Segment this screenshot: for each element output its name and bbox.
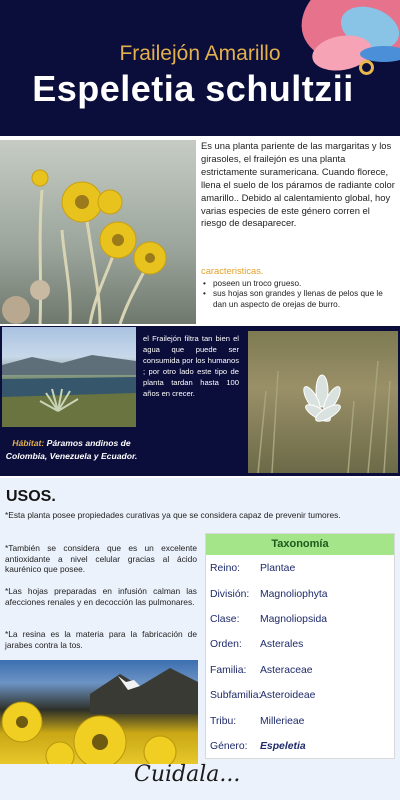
caracteristicas-list <box>203 279 395 310</box>
frailejon-mountain-photo <box>0 660 198 764</box>
taxonomy-table <box>205 533 395 759</box>
taxonomy-value: Plantae <box>260 563 296 574</box>
header-banner <box>0 0 400 136</box>
uso-paragraph: *Esta planta posee propiedades curativas ya que se considera capaz de prevenir tumores. <box>5 510 341 520</box>
page-subtitle: Frailejón Amarillo <box>119 42 281 65</box>
habitat-text <box>0 437 143 463</box>
page-title: Espeletia schultzii <box>32 68 354 109</box>
taxonomy-label: Género: <box>210 741 248 752</box>
habitat-value: Páramos andinos de Colombia, Venezuela y Ecuador. <box>5 438 138 461</box>
taxonomy-label: Subfamilia: <box>210 690 262 701</box>
uso-paragraph: *Las hojas preparadas en infusión calman las afecciones renales y en decocción las pulmonares. <box>5 586 197 607</box>
intro-paragraph: Es una planta pariente de las margaritas y los girasoles, el frailejón es una planta estrictamente suramericana. Cuando florece, llena el suelo de los páramos de radiante color amarillo.. Debido al calentamiento global, hoy varias especies de este género corren el riesgo de desaparecer. <box>201 140 395 229</box>
taxonomy-title: Taxonomía <box>206 534 394 555</box>
taxonomy-value: Espeletia <box>260 741 306 752</box>
taxonomy-value: Millerieae <box>260 716 305 727</box>
footer-text: Cuidala... <box>134 762 241 787</box>
uso-paragraph: *También se considera que es un excelente antioxidante a nivel celular gracias al ácido kaurénico que posee. <box>5 543 197 574</box>
frailejon-flowers-photo <box>0 140 196 324</box>
taxonomy-label: Reino: <box>210 563 241 574</box>
taxonomy-value: Asterales <box>260 639 304 650</box>
caracteristicas-label: caracteristicas. <box>201 265 264 276</box>
taxonomy-label: Familia: <box>210 665 247 676</box>
taxonomy-label: Orden: <box>210 639 242 650</box>
taxonomy-value: Asteroideae <box>260 690 316 701</box>
taxonomy-value: Magnoliopsida <box>260 614 328 625</box>
list-item: • sus hojas son grandes y llenas de pelos que le dan un aspecto de orejas de burro. <box>203 289 395 310</box>
filtra-paragraph: el Frailejón filtra tan bien el agua que puede ser consumida por los humanos ; por otro lado este tipo de planta tardan hasta 100 años en crecer. <box>143 334 239 399</box>
taxonomy-label: Clase: <box>210 614 240 625</box>
frailejon-plant-photo <box>248 331 398 473</box>
taxonomy-label: División: <box>210 589 250 600</box>
taxonomy-value: Magnoliophyta <box>260 589 328 600</box>
taxonomy-label: Tribu: <box>210 716 237 727</box>
usos-heading: USOS. <box>6 488 56 505</box>
uso-paragraph: *La resina es la materia para la fabricación de jarabes contra la tos. <box>5 629 197 650</box>
list-item: • poseen un troco grueso. <box>203 279 395 289</box>
taxonomy-value: Asteraceae <box>260 665 313 676</box>
paramo-landscape-photo <box>2 327 136 427</box>
habitat-label: Hábitat: <box>12 438 45 448</box>
